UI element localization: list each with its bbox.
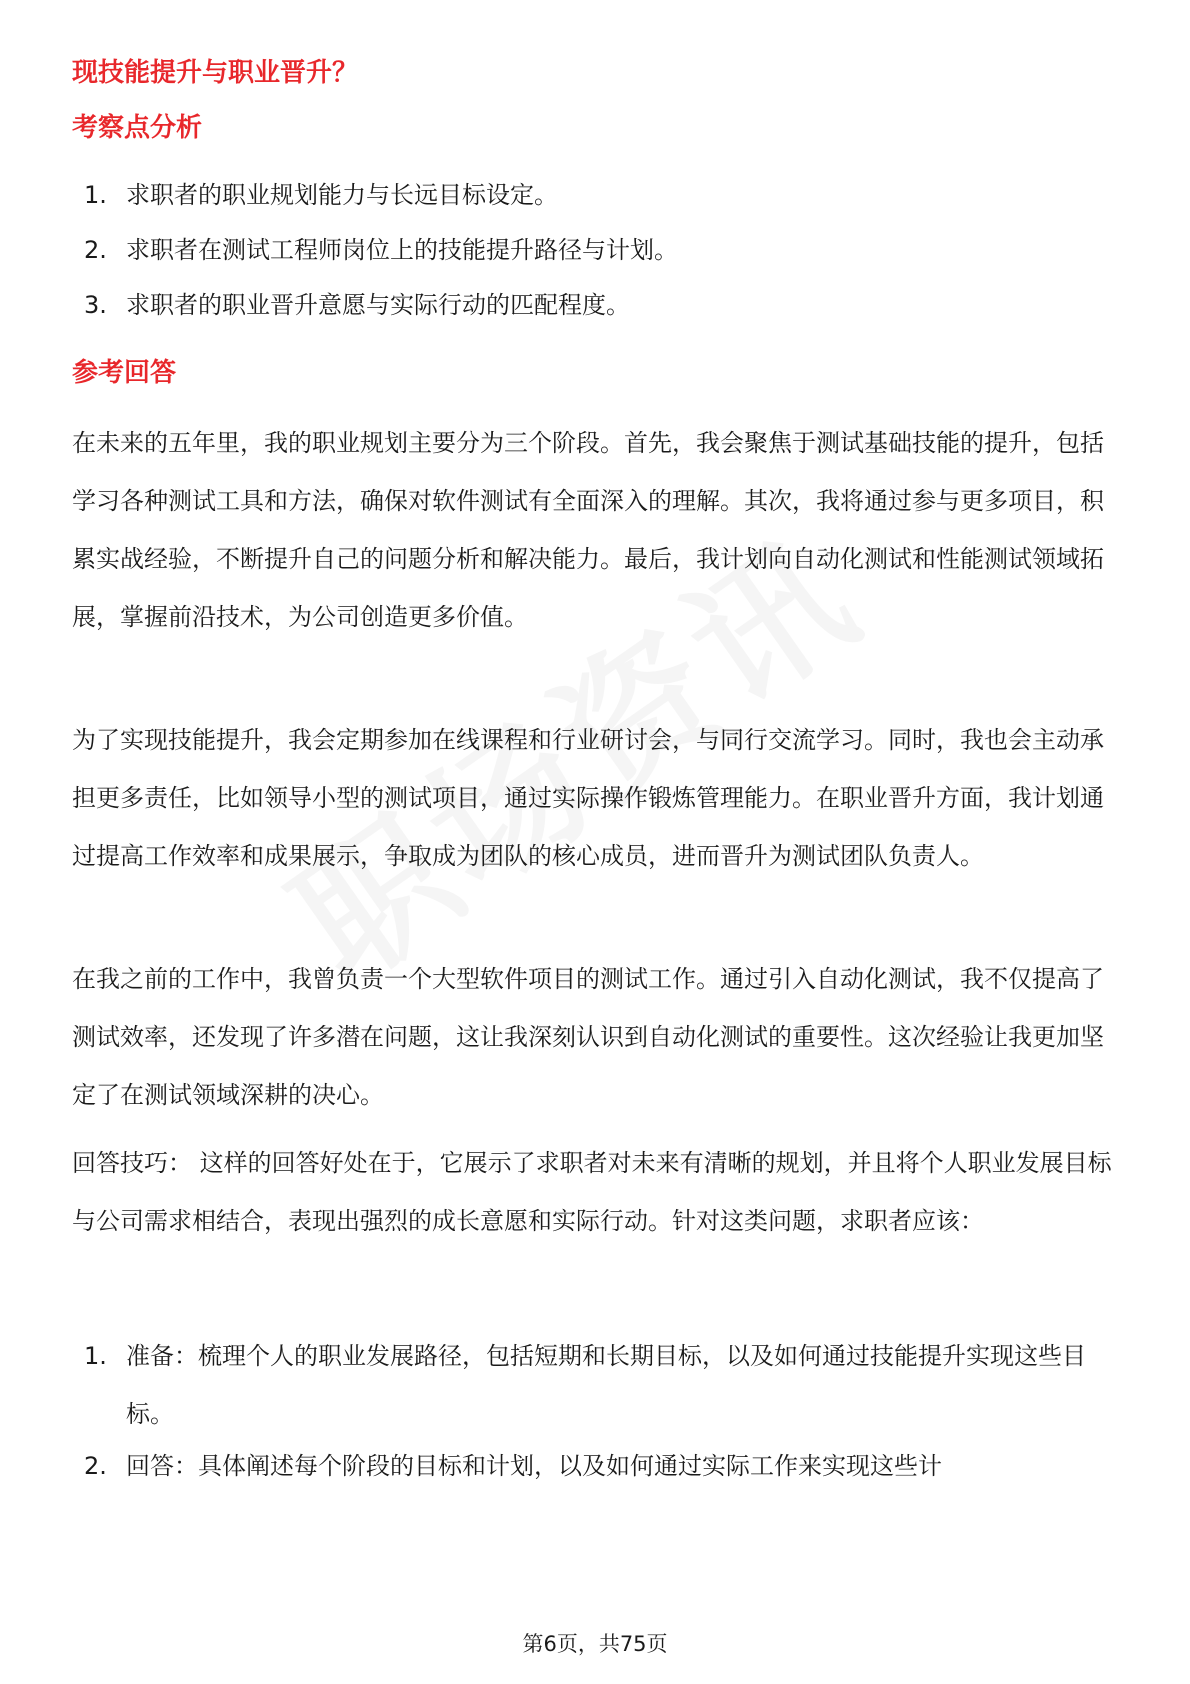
list-text: 求职者的职业晋升意愿与实际行动的匹配程度。 xyxy=(126,291,630,319)
answer-paragraph: 为了实现技能提升，我会定期参加在线课程和行业研讨会，与同行交流学习。同时，我也会主动承担更多责任，比如领导小型的测试项目，通过实际操作锻炼管理能力。在职业晋升方面，我计划通过提高工作效率和成果展示，争取成为团队的核心成员，进而晋升为测试团队负责人。 xyxy=(72,726,1104,870)
list-number: 2. xyxy=(84,1452,107,1480)
list-item xyxy=(84,1437,1124,1495)
answer-paragraph: 在我之前的工作中，我曾负责一个大型软件项目的测试工作。通过引入自动化测试，我不仅提高了测试效率，还发现了许多潜在问题，这让我深刻认识到自动化测试的重要性。这次经验让我更加坚定了在测试领域深耕的决心。 xyxy=(72,965,1104,1109)
list-item xyxy=(84,166,1124,224)
list-item xyxy=(84,1327,1124,1443)
page-number: 第6页，共75页 xyxy=(522,1632,668,1656)
list-text: 求职者在测试工程师岗位上的技能提升路径与计划。 xyxy=(126,236,678,264)
answer-title: 参考回答 xyxy=(72,358,177,388)
list-text: 求职者的职业规划能力与长远目标设定。 xyxy=(126,181,558,209)
list-number: 2. xyxy=(84,236,107,264)
list-text: 回答：具体阐述每个阶段的目标和计划，以及如何通过实际工作来实现这些计 xyxy=(126,1452,942,1480)
list-item xyxy=(84,221,1124,279)
list-item xyxy=(84,276,1124,334)
tips-paragraph: 回答技巧： 这样的回答好处在于，它展示了求职者对未来有清晰的规划，并且将个人职业发展目标与公司需求相结合，表现出强烈的成长意愿和实际行动。针对这类问题，求职者应该： xyxy=(72,1149,1112,1235)
list-number: 1. xyxy=(84,181,107,209)
list-number: 1. xyxy=(84,1342,107,1370)
analysis-title: 考察点分析 xyxy=(72,113,203,143)
list-number: 3. xyxy=(84,291,107,319)
list-text: 准备：梳理个人的职业发展路径，包括短期和长期目标，以及如何通过技能提升实现这些目标。 xyxy=(126,1342,1086,1428)
question-heading: 现技能提升与职业晋升？ xyxy=(72,58,359,88)
answer-paragraph: 在未来的五年里，我的职业规划主要分为三个阶段。首先，我会聚焦于测试基础技能的提升，包括学习各种测试工具和方法，确保对软件测试有全面深入的理解。其次，我将通过参与更多项目，积累实战经验，不断提升自己的问题分析和解决能力。最后，我计划向自动化测试和性能测试领域拓展，掌握前沿技术，为公司创造更多价值。 xyxy=(72,429,1104,631)
